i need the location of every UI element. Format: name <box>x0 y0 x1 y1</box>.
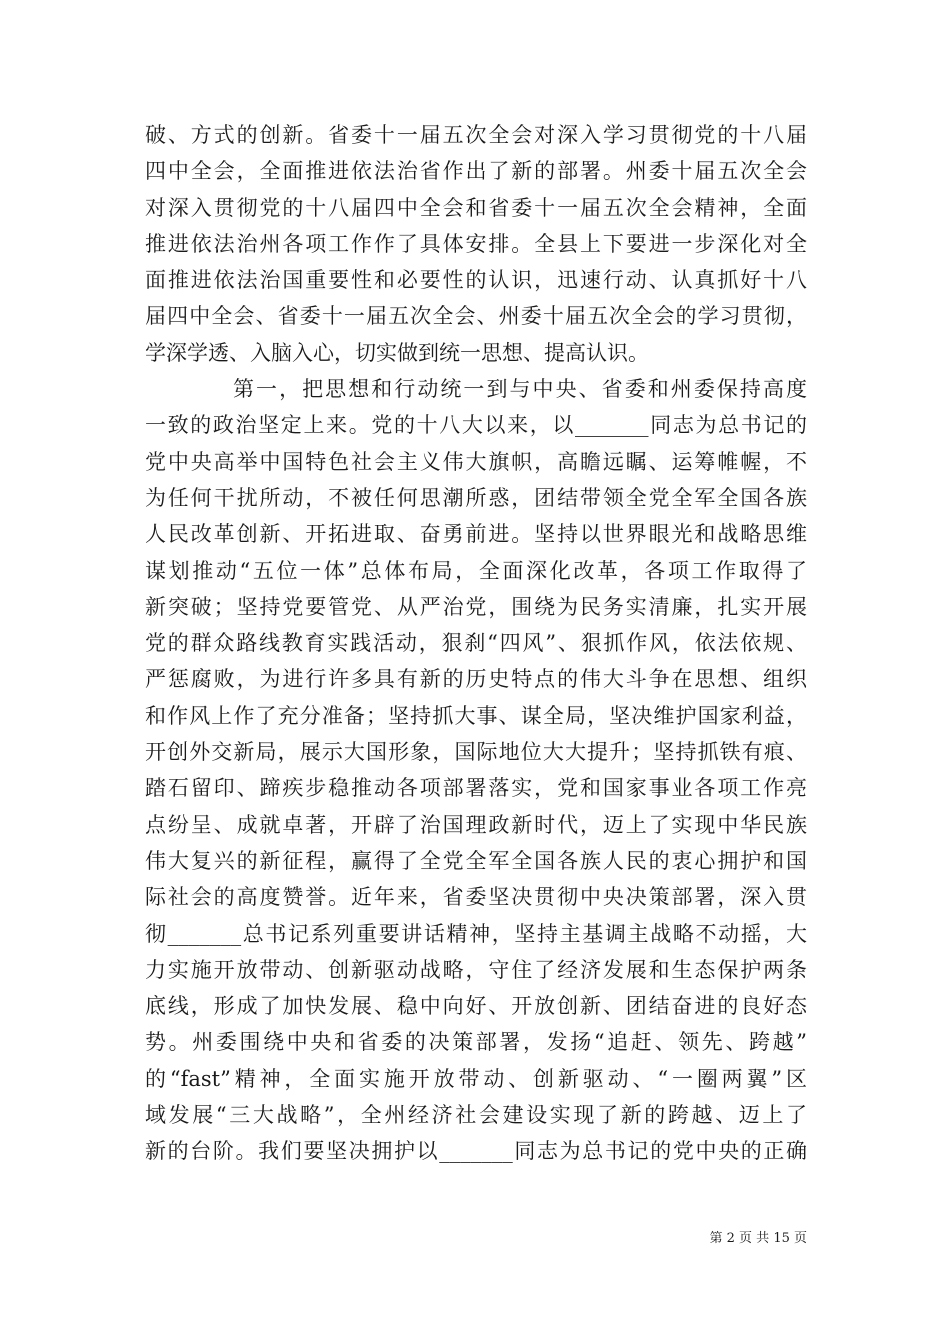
document-body <box>145 117 807 1170</box>
text-line: 面推进依法治国重要性和必要性的认识，迅速行动、认真抓好十八 <box>145 268 807 293</box>
text-line: 的“fast”精神，全面实施开放带动、创新驱动、“一圈两翼”区 <box>145 1066 807 1091</box>
page-number-footer: 第 2 页 共 15 页 <box>709 1231 807 1246</box>
text-line: 谋划推动“五位一体”总体布局，全面深化改革，各项工作取得了 <box>145 558 807 583</box>
text-line: 一致的政治坚定上来。党的十八大以来，以_______同志为总书记的 <box>145 413 807 438</box>
text-line: 点纷呈、成就卓著，开辟了治国理政新时代，迈上了实现中华民族 <box>145 812 807 837</box>
text-line: 为任何干扰所动，不被任何思潮所惑，团结带领全党全军全国各族 <box>145 485 807 510</box>
text-line: 推进依法治州各项工作作了具体安排。全县上下要进一步深化对全 <box>145 231 807 256</box>
text-line: 踏石留印、蹄疾步稳推动各项部署落实，党和国家事业各项工作亮 <box>145 776 807 801</box>
text-line: 第一，把思想和行动统一到与中央、省委和州委保持高度 <box>233 377 807 402</box>
text-line: 破、方式的创新。省委十一届五次全会对深入学习贯彻党的十八届 <box>145 123 807 147</box>
text-line: 人民改革创新、开拓进取、奋勇前进。坚持以世界眼光和战略思维 <box>145 522 807 547</box>
text-line: 势。州委围绕中央和省委的决策部署，发扬“追赶、领先、跨越” <box>145 1030 807 1055</box>
text-line: 底线，形成了加快发展、稳中向好、开放创新、团结奋进的良好态 <box>145 994 807 1019</box>
text-line: 四中全会，全面推进依法治省作出了新的部署。州委十届五次全会 <box>145 159 807 184</box>
text-line: 党中央高举中国特色社会主义伟大旗帜，高瞻远瞩、运筹帷幄，不 <box>145 449 807 474</box>
text-line: 开创外交新局，展示大国形象，国际地位大大提升；坚持抓铁有痕、 <box>145 740 807 765</box>
text-line: 学深学透、入脑入心，切实做到统一思想、提高认识。 <box>145 340 649 365</box>
text-line: 对深入贯彻党的十八届四中全会和省委十一届五次全会精神，全面 <box>145 195 807 220</box>
text-line: 彻_______总书记系列重要讲话精神，坚持主基调主战略不动摇，大 <box>145 921 807 946</box>
paragraph-1 <box>145 117 807 371</box>
text-line: 和作风上作了充分准备；坚持抓大事、谋全局，坚决维护国家利益， <box>145 703 807 728</box>
paragraph-2 <box>145 371 807 1170</box>
text-line: 力实施开放带动、创新驱动战略，守住了经济发展和生态保护两条 <box>145 957 807 982</box>
text-line: 新突破；坚持党要管党、从严治党，围绕为民务实清廉，扎实开展 <box>145 594 807 619</box>
text-line: 伟大复兴的新征程，赢得了全党全军全国各族人民的衷心拥护和国 <box>145 848 807 873</box>
text-line: 届四中全会、省委十一届五次全会、州委十届五次全会的学习贯彻， <box>145 304 807 329</box>
text-line: 域发展“三大战略”，全州经济社会建设实现了新的跨越、迈上了 <box>145 1103 807 1128</box>
text-line: 新的台阶。我们要坚决拥护以_______同志为总书记的党中央的正确 <box>145 1139 807 1164</box>
text-line: 际社会的高度赞誉。近年来，省委坚决贯彻中央决策部署，深入贯 <box>145 885 807 910</box>
text-line: 严惩腐败，为进行许多具有新的历史特点的伟大斗争在思想、组织 <box>145 667 807 692</box>
text-line: 党的群众路线教育实践活动，狠刹“四风”、狠抓作风，依法依规、 <box>145 631 807 656</box>
